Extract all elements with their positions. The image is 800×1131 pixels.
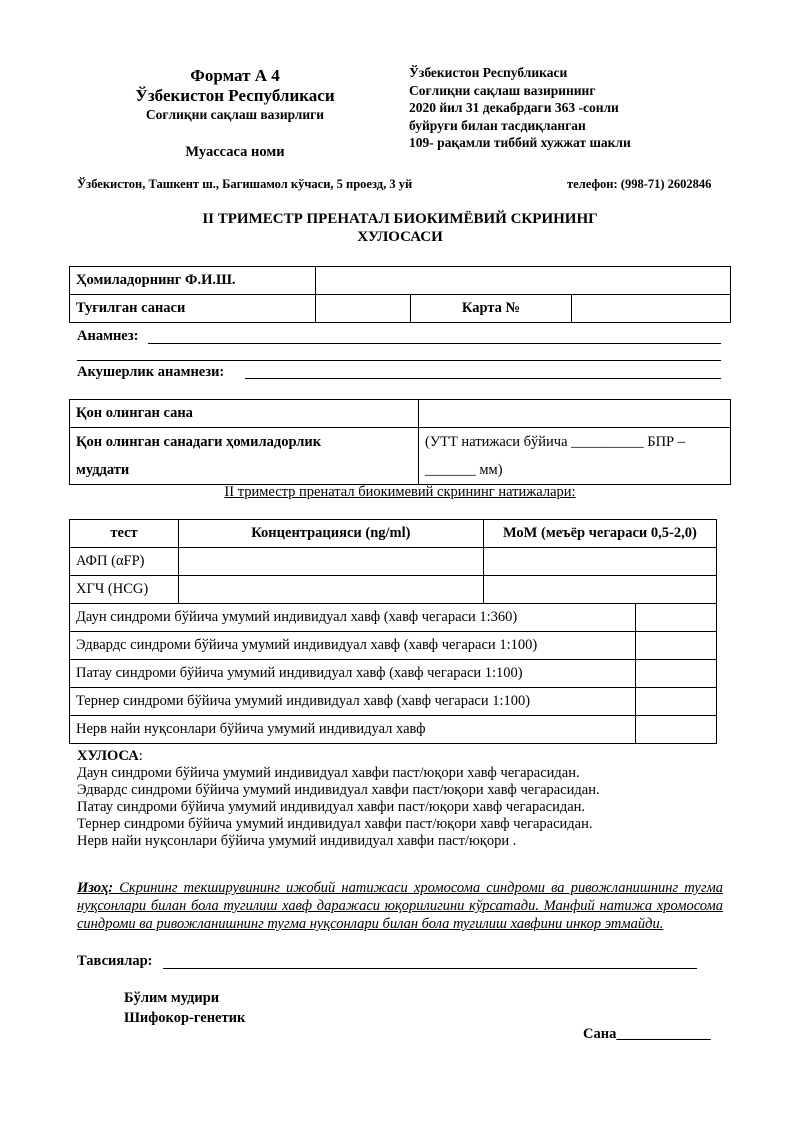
- note-text: Скрининг текширувининг ижобий натижаси хромосома синдроми ва ривожланишнинг тугма нуқсонлари билан бола тугилиш хавф даражаси юқорилигини кўрсатади. Манфий натижа хромосома синдроми ва ривожланишнинг тугма нуқсонлари билан бола тугилиш хавфини инкор этмайди.: [77, 880, 723, 932]
- anamnesis-line-2[interactable]: [77, 360, 721, 361]
- geneticist-label: Шифокор-генетик: [124, 1010, 246, 1026]
- header-test: тест: [70, 520, 179, 548]
- afp-mom-field[interactable]: [483, 548, 716, 576]
- term-label-line-2: муддати: [76, 462, 130, 478]
- approval-line: 2020 йил 31 декабрдаги 363 -сонли: [409, 100, 619, 115]
- birth-date-field[interactable]: [316, 295, 411, 323]
- conclusion-line: Нерв найи нуқсонлари бўйича умумий индивидуал хавфи паст/юқори .: [77, 833, 517, 849]
- signature-block: [124, 988, 245, 1028]
- term-label-line-1: Қон олинган санадаги ҳомиладорлик: [76, 434, 322, 450]
- birth-date-label: Туғилган санаси: [70, 295, 316, 323]
- risk-ntd-field[interactable]: [636, 716, 717, 744]
- note-label: Изоҳ:: [77, 880, 114, 896]
- risk-edwards-label: Эдвардс синдроми бўйича умумий индивидуал хавф (хавф чегараси 1:100): [70, 632, 636, 660]
- blood-date-field[interactable]: [419, 400, 731, 428]
- approval-line: буйруғи билан тасдиқланган: [409, 117, 586, 133]
- pregnancy-term-label: [70, 428, 419, 485]
- results-table: [69, 519, 717, 744]
- term-value-line-2: _______ мм): [425, 462, 503, 478]
- note-paragraph: [77, 879, 723, 933]
- pregnancy-term-field[interactable]: [419, 428, 731, 485]
- approval-line: Соғлиқни сақлаш вазирининг: [409, 82, 596, 98]
- anamnesis-line[interactable]: [148, 343, 721, 344]
- document-title: [0, 210, 800, 246]
- conclusion-line: Эдвардс синдроми бўйича умумий индивидуал хавфи паст/юқори хавф чегарасидан.: [77, 782, 600, 798]
- conclusion-heading: [77, 748, 600, 765]
- date-field[interactable]: Сана_____________: [583, 1026, 711, 1042]
- approval-line: 109- рақамли тиббий хужжат шакли: [409, 135, 631, 150]
- conclusion-line: Патау синдроми бўйича умумий индивидуал хавфи паст/юқори хавф чегарасидан.: [77, 799, 586, 815]
- blood-date-label: Қон олинган сана: [70, 400, 419, 428]
- conclusion-line: Тернер синдроми бўйича умумий индивидуал хавфи паст/юқори хавф чегарасидан.: [77, 816, 593, 832]
- risk-down-field[interactable]: [636, 604, 717, 632]
- header-mom: МоМ (меъёр чегараси 0,5-2,0): [483, 520, 716, 548]
- country-name: Ўзбекистон Республикаси: [135, 86, 335, 105]
- afp-concentration-field[interactable]: [179, 548, 484, 576]
- card-number-field[interactable]: [572, 295, 731, 323]
- institution-name: Муассаса номи: [185, 144, 285, 160]
- risk-turner-field[interactable]: [636, 688, 717, 716]
- anamnesis-label: Анамнез:: [77, 328, 139, 344]
- obstetric-anamnesis-line[interactable]: [245, 378, 721, 379]
- conclusion-block: [77, 748, 600, 850]
- header-left: [95, 66, 375, 161]
- conclusion-heading-text: ХУЛОСА: [77, 748, 139, 764]
- test-hcg: ХГЧ (HCG): [70, 576, 179, 604]
- conclusion-colon: :: [138, 748, 143, 764]
- approval-line: Ўзбекистон Республикаси: [409, 65, 568, 80]
- conclusion-line: Даун синдроми бўйича умумий индивидуал хавфи паст/юқори хавф чегарасидан.: [77, 765, 580, 781]
- approval-block: [409, 64, 631, 152]
- department-head-label: Бўлим мудири: [124, 990, 220, 1006]
- risk-patau-label: Патау синдроми бўйича умумий индивидуал хавф (хавф чегараси 1:100): [70, 660, 636, 688]
- obstetric-anamnesis-label: Акушерлик анамнези:: [77, 364, 225, 380]
- results-title: II триместр пренатал биокимевий скрининг натижалари:: [224, 484, 576, 500]
- card-number-label: Карта №: [411, 295, 572, 323]
- risk-patau-field[interactable]: [636, 660, 717, 688]
- risk-ntd-label: Нерв найи нуқсонлари бўйича умумий индивидуал хавф: [70, 716, 636, 744]
- hcg-mom-field[interactable]: [483, 576, 716, 604]
- title-line-1: II ТРИМЕСТР ПРЕНАТАЛ БИОКИМЁВИЙ СКРИНИНГ: [202, 211, 598, 227]
- address: Ўзбекистон, Ташкент ш., Багишамол кўчаси, 5 проезд, 3 уй: [77, 177, 413, 191]
- recommendations-label: Тавсиялар:: [77, 953, 153, 969]
- format-label: Формат А 4: [190, 66, 280, 85]
- test-afp: АФП (αFP): [70, 548, 179, 576]
- patient-name-field[interactable]: [316, 267, 731, 295]
- risk-edwards-field[interactable]: [636, 632, 717, 660]
- phone: телефон: (998-71) 2602846: [567, 177, 712, 191]
- ministry-name: Соғлиқни сақлаш вазирлиги: [145, 107, 325, 122]
- recommendations-line[interactable]: [163, 968, 697, 969]
- title-line-2: ХУЛОСАСИ: [357, 229, 443, 245]
- blood-table: [69, 399, 731, 485]
- term-value-line-1: (УТТ натижаси бўйича __________ БПР –: [425, 434, 685, 450]
- risk-down-label: Даун синдроми бўйича умумий индивидуал хавф (хавф чегараси 1:360): [70, 604, 636, 632]
- patient-table: [69, 266, 731, 323]
- risk-turner-label: Тернер синдроми бўйича умумий индивидуал хавф (хавф чегараси 1:100): [70, 688, 636, 716]
- patient-name-label: Ҳомиладорнинг Ф.И.Ш.: [70, 267, 316, 295]
- header-concentration: Концентрацияси (ng/ml): [179, 520, 484, 548]
- hcg-concentration-field[interactable]: [179, 576, 484, 604]
